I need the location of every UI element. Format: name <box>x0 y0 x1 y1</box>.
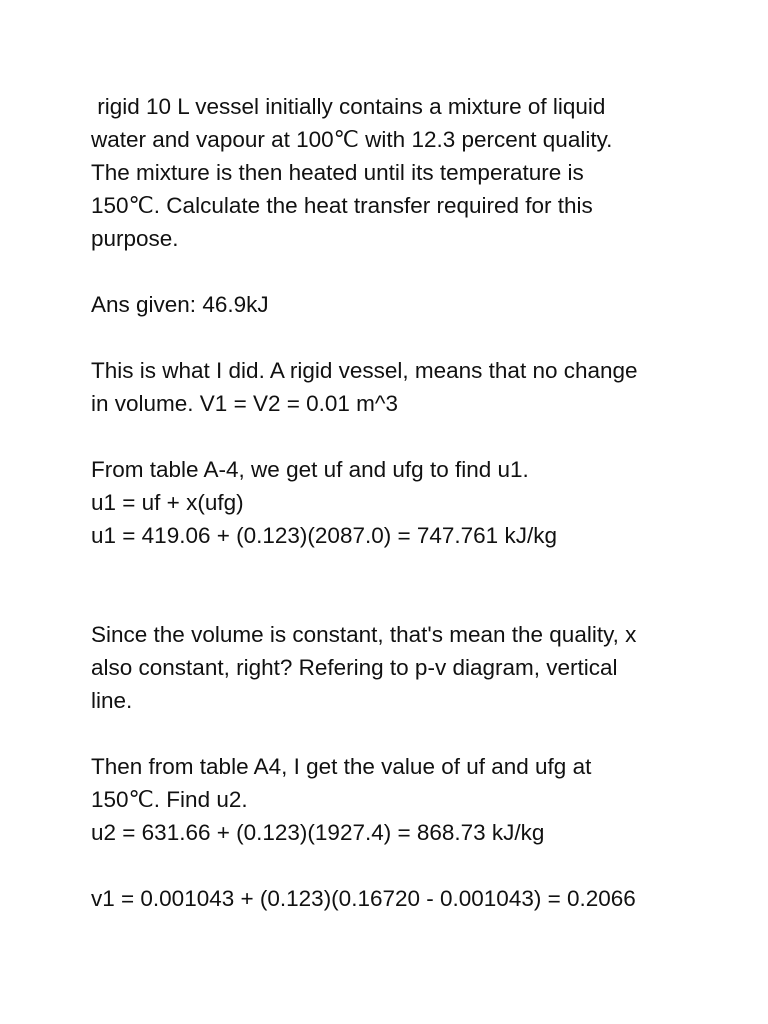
equation-line: u1 = 419.06 + (0.123)(2087.0) = 747.761 kJ/kg <box>91 523 557 548</box>
v1-calculation <box>91 882 731 915</box>
text-line: water and vapour at 100℃ with 12.3 percent quality. <box>91 127 613 152</box>
paragraph-gap <box>91 255 731 288</box>
document-body <box>91 90 731 915</box>
text-line: From table A-4, we get uf and ufg to find u1. <box>91 457 529 482</box>
text-line: also constant, right? Refering to p-v diagram, vertical <box>91 655 618 680</box>
text-line: The mixture is then heated until its temperature is <box>91 160 584 185</box>
text-line: 150℃. Calculate the heat transfer required for this <box>91 193 593 218</box>
paragraph-gap <box>91 420 731 453</box>
equation-line: v1 = 0.001043 + (0.123)(0.16720 - 0.001043) = 0.2066 <box>91 886 636 911</box>
text-line: Then from table A4, I get the value of uf and ufg at <box>91 754 592 779</box>
text-line: in volume. V1 = V2 = 0.01 m^3 <box>91 391 398 416</box>
text-line: Since the volume is constant, that's mean the quality, x <box>91 622 637 647</box>
text-line: This is what I did. A rigid vessel, means that no change <box>91 358 638 383</box>
answer-given: Ans given: 46.9kJ <box>91 292 269 317</box>
text-line: rigid 10 L vessel initially contains a mixture of liquid <box>91 94 606 119</box>
u1-calculation <box>91 453 731 552</box>
text-line: line. <box>91 688 133 713</box>
equation-line: u1 = uf + x(ufg) <box>91 490 244 515</box>
u2-calculation <box>91 750 731 849</box>
paragraph-gap <box>91 849 731 882</box>
paragraph-gap <box>91 552 731 618</box>
text-line: purpose. <box>91 226 179 251</box>
text-line: 150℃. Find u2. <box>91 787 248 812</box>
problem-statement <box>91 90 731 255</box>
constant-quality-question <box>91 618 731 717</box>
paragraph-gap <box>91 321 731 354</box>
equation-line: u2 = 631.66 + (0.123)(1927.4) = 868.73 kJ/kg <box>91 820 545 845</box>
rigid-vessel-note <box>91 354 731 420</box>
paragraph-gap <box>91 717 731 750</box>
